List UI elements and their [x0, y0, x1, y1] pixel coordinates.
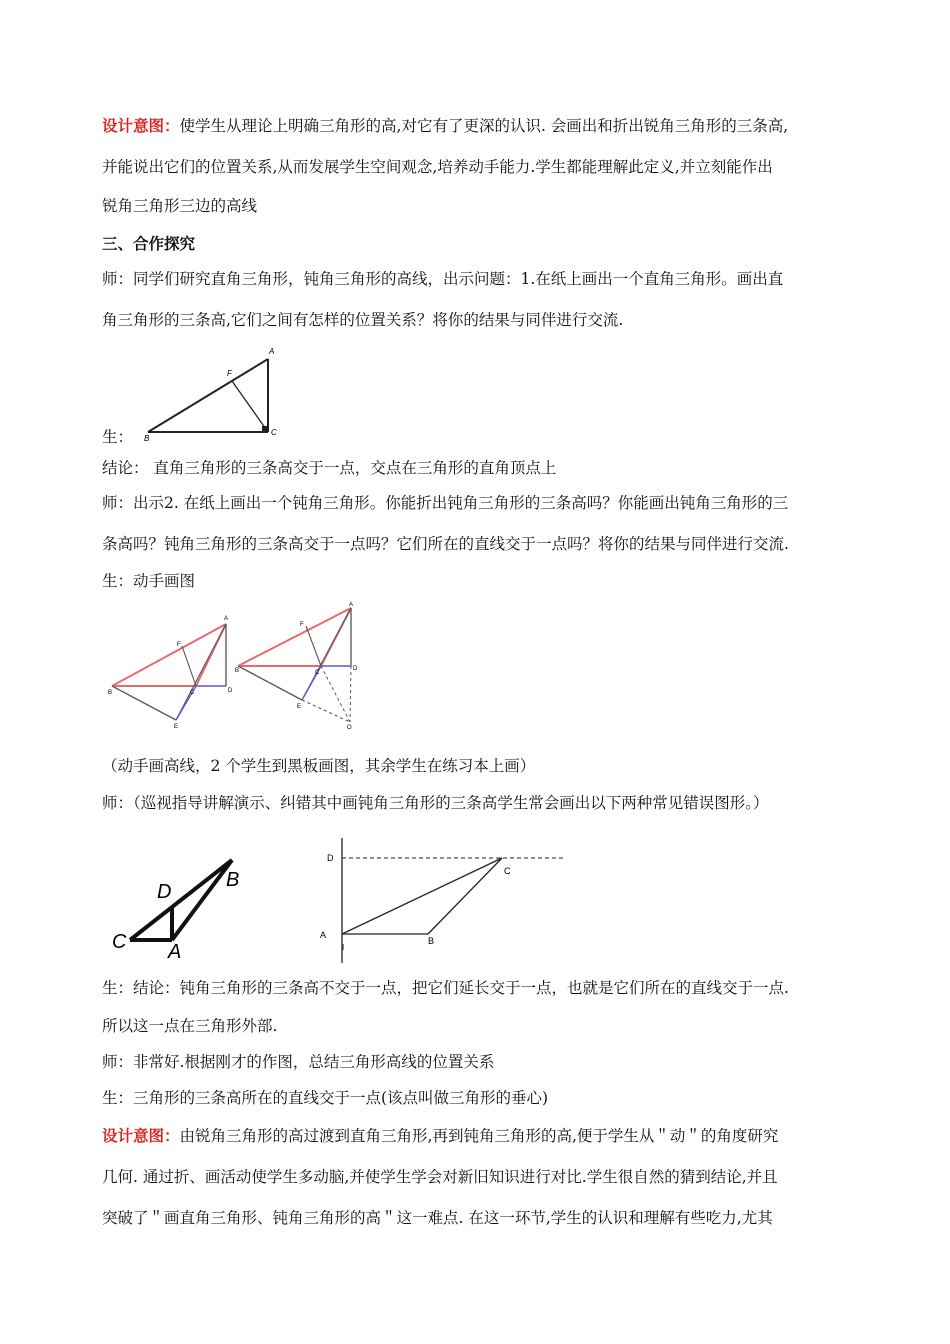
- fig2-label-e: E: [174, 724, 179, 730]
- teacher-question2-line-1: 师：出示2. 在纸上画出一个钝角三角形。你能折出钝角三角形的三条高吗？你能画出钝角三角形的三: [102, 494, 789, 512]
- teacher-question2-line-2: 条高吗？钝角三角形的三条高交于一点吗？它们所在的直线交于一点吗？将你的结果与同伴进行交流.: [102, 535, 789, 553]
- design-intent-line-1: [102, 115, 788, 137]
- label-c: C: [271, 428, 277, 437]
- teacher-guidance: 师：（巡视指导讲解演示、纠错其中画钝角三角形的三条高学生常会画出以下两种常见错误图形。）: [102, 794, 769, 812]
- fig3-label-c: C: [112, 931, 127, 953]
- student-orthocenter: 生：三角形的三条高所在的直线交于一点(该点叫做三角形的垂心): [102, 1089, 549, 1107]
- fig2b-label-b: B: [235, 668, 240, 674]
- student-draw: 生：动手画图: [102, 572, 196, 590]
- teacher-question-line-1: 师：同学们研究直角三角形，钝角三角形的高线，出示问题：1.在纸上画出一个直角三角形。画出直: [102, 270, 784, 288]
- design-intent2-label: 设计意图：: [102, 1127, 180, 1145]
- right-triangle-figure: [140, 340, 290, 445]
- teacher-summary: 师：非常好.根据刚才的作图，总结三角形高线的位置关系: [102, 1053, 495, 1071]
- design-intent2-line-3: 突破了＂画直角三角形、钝角三角形的高＂这一难点. 在这一环节,学生的认识和理解有些吃力,尤其: [102, 1209, 773, 1227]
- fig4-label-i: I: [342, 943, 345, 952]
- label-b: B: [144, 434, 150, 443]
- error-figure-2: [318, 838, 568, 963]
- design-intent-line-3: 锐角三角形三边的高线: [102, 197, 258, 215]
- fig2-label-a: A: [224, 616, 229, 622]
- fig3-label-b: B: [226, 869, 240, 891]
- fig4-label-c: C: [504, 866, 511, 876]
- fig2b-label-f: F: [300, 622, 304, 628]
- design-intent2-line-2: 几何. 通过折、画活动使学生多动脑,并使学生学会对新旧知识进行对比.学生很自然的猜到结论,并且: [102, 1168, 778, 1186]
- fig4-label-b: B: [428, 936, 435, 946]
- fig2-label-d: D: [228, 688, 233, 694]
- fig2b-label-e: E: [297, 704, 302, 710]
- fig2b-label-c: C: [315, 670, 320, 676]
- teacher-question-line-2: 角三角形的三条高,它们之间有怎样的位置关系？将你的结果与同伴进行交流.: [102, 311, 624, 329]
- design-intent-line-2: 并能说出它们的位置关系,从而发展学生空间观念,培养动手能力.学生都能理解此定义,并立刻能作出: [102, 158, 773, 176]
- fig4-label-a: A: [320, 930, 327, 940]
- conclusion-right-triangle: 结论： 直角三角形的三条高交于一点，交点在三角形的直角顶点上: [102, 459, 557, 477]
- design-intent-label: 设计意图：: [102, 117, 180, 135]
- fig2-label-c: C: [190, 690, 195, 696]
- activity-note: （动手画高线，2 个学生到黑板画图，其余学生在练习本上画）: [102, 757, 536, 775]
- error-figure-1: [108, 850, 248, 960]
- design-intent-text: 使学生从理论上明确三角形的高,对它有了更深的认识. 会画出和折出锐角三角形的三条高,: [179, 117, 789, 135]
- fig2b-label-o: O: [347, 725, 352, 730]
- fig4-label-d: D: [327, 853, 334, 863]
- obtuse-triangle-figures: [106, 602, 366, 730]
- altitude-cf: [232, 381, 268, 432]
- design-intent2-line-1: [102, 1125, 778, 1147]
- fig2-label-f: F: [177, 642, 181, 648]
- fig2-label-b: B: [108, 690, 113, 696]
- fig2b-label-a: A: [349, 602, 354, 608]
- hypotenuse-ab: [148, 359, 268, 432]
- label-a: A: [269, 347, 275, 356]
- student-conclusion-line-1: 生：结论：钝角三角形的三条高不交于一点，把它们延长交于一点，也就是它们所在的直线交于一点.: [102, 979, 789, 997]
- fig2b-label-d: D: [353, 666, 358, 672]
- design-intent2-text: 由锐角三角形的高过渡到直角三角形,再到钝角三角形的高,便于学生从＂动＂的角度研究: [179, 1127, 779, 1145]
- student-conclusion-line-2: 所以这一点在三角形外部.: [102, 1017, 278, 1035]
- section-heading: 三、合作探究: [102, 235, 196, 253]
- fig3-label-d: D: [157, 881, 172, 903]
- label-f: F: [227, 369, 232, 378]
- right-angle-mark: [262, 426, 267, 431]
- fig3-label-a: A: [168, 941, 182, 960]
- student-label: 生：: [102, 428, 134, 446]
